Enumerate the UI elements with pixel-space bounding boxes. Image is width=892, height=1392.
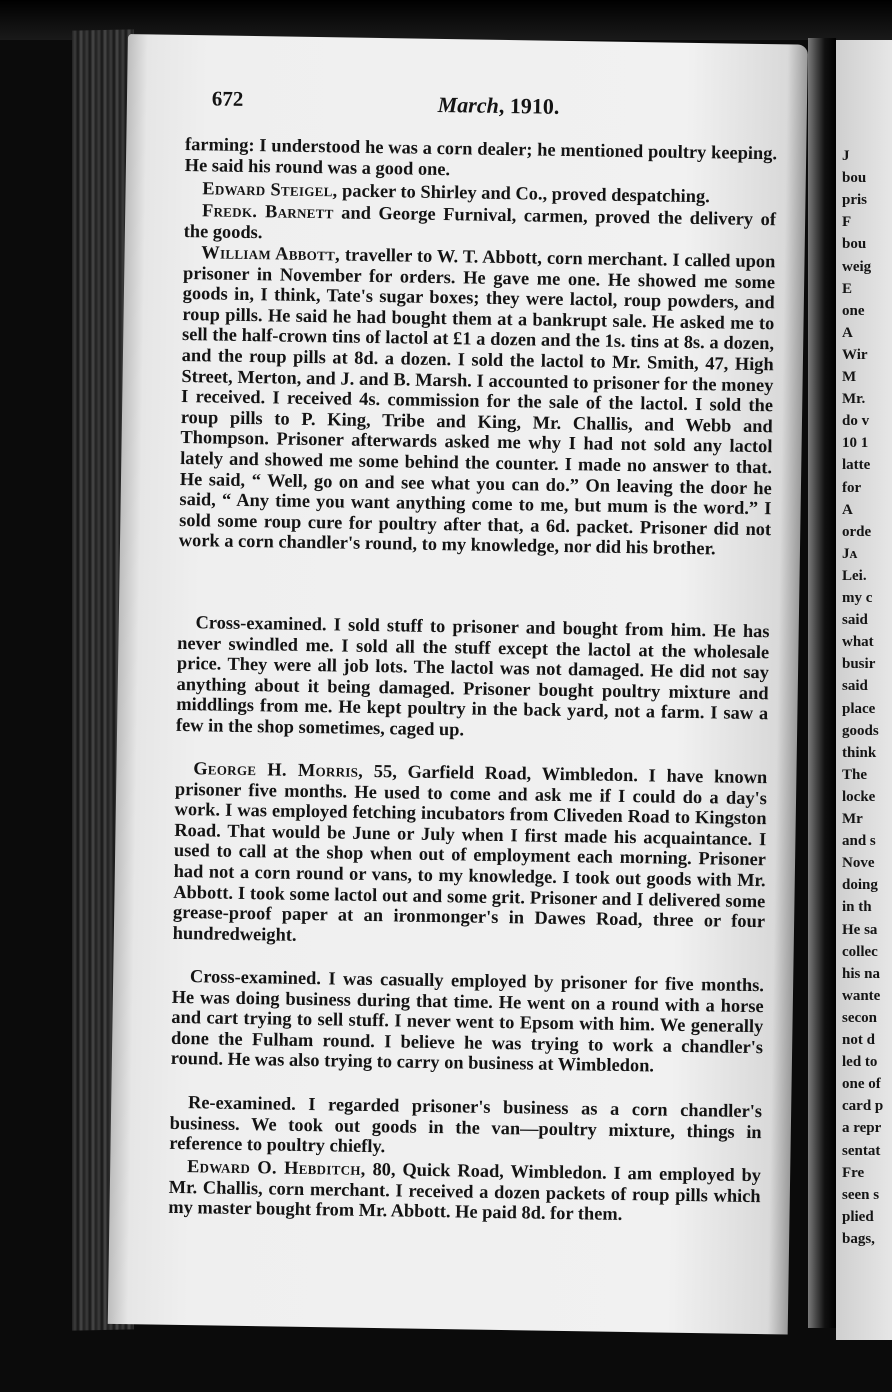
facing-page-fragment: and s	[842, 833, 876, 850]
facing-page-fragment: said	[842, 612, 868, 629]
facing-page-fragment: locke	[842, 788, 876, 805]
paragraph-text: packer to Shirley and Co., proved despatching.	[337, 180, 710, 207]
facing-page-fragment: bags,	[842, 1230, 875, 1247]
facing-page-fragment: He sa	[842, 921, 878, 938]
paragraph-text: farming: I understood he was a corn dealer; he mentioned poultry keeping. He said his round was a good one.	[184, 133, 778, 179]
facing-page-fragment: secon	[842, 1009, 877, 1026]
paragraph-text: Re-examined. I regarded prisoner's business as a corn chandler's business. We took out goods in the van—poultry mixture, things in reference to poultry chiefly.	[169, 1092, 763, 1157]
facing-page-fragment: J	[842, 148, 850, 164]
facing-page-fragment: The	[842, 766, 868, 783]
facing-page-fragment: led to	[842, 1054, 878, 1071]
paragraph	[176, 612, 770, 745]
witness-name: George H. Morris,	[193, 758, 364, 781]
paragraph	[179, 242, 776, 560]
witness-name: William Abbott,	[201, 242, 341, 265]
paragraph-text: Cross-examined. I was casually employed by prisoner for five months. He was doing business during that time. He went on a round with a horse and cart trying to sell stuff. I never went to Epsom with him. We generally done the Fulham round. I believe he was trying to work a chandler's round. He was also trying to carry on business at Wimbledon.	[170, 966, 765, 1076]
running-head-year: , 1910.	[498, 92, 560, 119]
facing-page-fragment: wante	[842, 987, 881, 1004]
facing-page-fragment: his na	[842, 965, 880, 982]
running-head	[438, 92, 560, 120]
facing-page-fragment: one of	[842, 1076, 881, 1093]
paragraph-text: and George Furnival, carmen, proved the delivery of the goods.	[183, 202, 777, 242]
facing-page-fragment: Wir	[842, 346, 868, 363]
facing-page-fragment: 10 1	[842, 435, 869, 452]
facing-page-fragment: seen s	[842, 1186, 880, 1203]
paragraph-text: traveller to W. T. Abbott, corn merchant. I called upon prisoner in November for orders. He gave me one. He showed me some goods in, I think, Tate's sugar boxes; they were lactol, roup powders, and roup pills. He said he had bought them at a bankrupt sale. He asked me to sell the half-crown tins of lactol at £1 a dozen and the 1s. tins at 8s. a dozen, and the roup pills at 8d. a dozen. I sold the lactol to Mr. Smith, 47, High Street, Merton, and J. and B. Marsh. I accounted to prisoner for the money I received. I received 4s. commission for the sale of the lactol. I sold the roup pills to P. King, Tribe and King, Mr. Challis, and Webb and Thompson. Prisoner afterwards asked me why I had not sold any lactol lately and showed me some behind the counter. I made no answer to that. He said, “ Well, go on and see what you can do.” On leaving the door he said, “ Any time you want anything come to me, but mum is the word.” I sold some roup cure for poultry after that, a 6d. packet. Prisoner did not work a corn chandler's round, to my knowledge, nor did his brother.	[178, 244, 776, 559]
facing-page-fragment: A	[842, 501, 853, 518]
facing-page-fragment: said	[842, 678, 868, 695]
facing-page-fragment: what	[842, 634, 874, 651]
facing-page-fragment: Mr	[842, 811, 863, 827]
book-gutter	[808, 38, 836, 1328]
facing-page-fragment: goods	[842, 722, 879, 739]
facing-page-fragment: bou	[842, 236, 867, 253]
paragraph	[169, 1092, 762, 1163]
paragraph-text: 80, Quick Road, Wimbledon. I am employed by Mr. Challis, corn merchant. I received a dozen packets of roup pills which my master bought from Mr. Abbott. He paid 8d. for them.	[168, 1158, 762, 1225]
facing-page	[836, 40, 892, 1340]
witness-name: Edward Steigel,	[202, 178, 338, 201]
paragraph-text: 55, Garfield Road, Wimbledon. I have known prisoner five months. He used to come and ask me if I could do a day's work. I was employed fetching incubators from Cliveden Road to Kingston Road. That would be June or July when I first made his acquaintance. I used to call at the shop when out of employment each morning. Prisoner had not a corn round or vans, to my knowledge. I took out goods with Mr. Abbott. I took some lactol out and some grit. Prisoner and I delivered some grease-proof paper at an ironmonger's in Dawes Road, three or four hundredweight.	[172, 760, 768, 945]
facing-page-fragment: in th	[842, 899, 872, 916]
facing-page-fragment: plied	[842, 1208, 874, 1225]
running-head-month: March	[437, 91, 500, 118]
paragraph	[173, 758, 768, 953]
facing-page-fragment: for	[842, 479, 862, 496]
facing-page-fragment: Fre	[842, 1164, 865, 1181]
facing-page-fragment: Lei.	[842, 567, 867, 584]
facing-page-fragment: weig	[842, 258, 872, 275]
facing-page-fragment: my c	[842, 590, 873, 606]
facing-page-fragment: busir	[842, 656, 876, 673]
facing-page-fragment: F	[842, 214, 852, 231]
facing-page-fragment: collec	[842, 943, 878, 960]
witness-name: Fredk. Barnett	[201, 200, 334, 223]
facing-page-fragment: bou	[842, 170, 867, 187]
facing-page-fragment: Mr.	[842, 391, 866, 408]
facing-page-fragment: pris	[842, 192, 868, 209]
paragraph	[168, 1156, 761, 1227]
facing-page-fragment: not d	[842, 1032, 875, 1048]
paragraph	[171, 966, 765, 1078]
facing-page-fragment: doing	[842, 877, 878, 894]
facing-page-fragment: E	[842, 280, 853, 297]
facing-page-fragment: do v	[842, 413, 870, 430]
facing-page-fragment: sentat	[842, 1142, 881, 1159]
facing-page-fragment: card p	[842, 1098, 884, 1115]
witness-name: Edward O. Hebditch,	[186, 1156, 366, 1179]
facing-page-fragment: orde	[842, 523, 872, 540]
facing-page-fragment: a repr	[842, 1120, 882, 1137]
facing-page-fragment: latte	[842, 457, 871, 474]
facing-page-fragment: Nove	[842, 855, 875, 872]
facing-page-fragment: think	[842, 744, 877, 761]
facing-page-fragment: A	[842, 324, 853, 341]
facing-page-fragment: Jᴀ	[842, 545, 858, 562]
facing-page-fragment: place	[842, 700, 876, 717]
facing-page-fragment: M	[842, 369, 857, 385]
paragraph-text: Cross-examined. I sold stuff to prisoner and bought from him. He has never swindled me. I sold all the stuff except the lactol at the wholesale price. They were all job lots. The lactol was not damaged. He did not say anything about it being damaged. Prisoner bought poultry mixture and middlings from me. He kept poultry in the back yard, not a farm. I saw a few in the shop sometimes, caged up.	[175, 612, 770, 740]
facing-page-fragment: one	[842, 302, 865, 319]
page-number: 672	[211, 86, 244, 111]
